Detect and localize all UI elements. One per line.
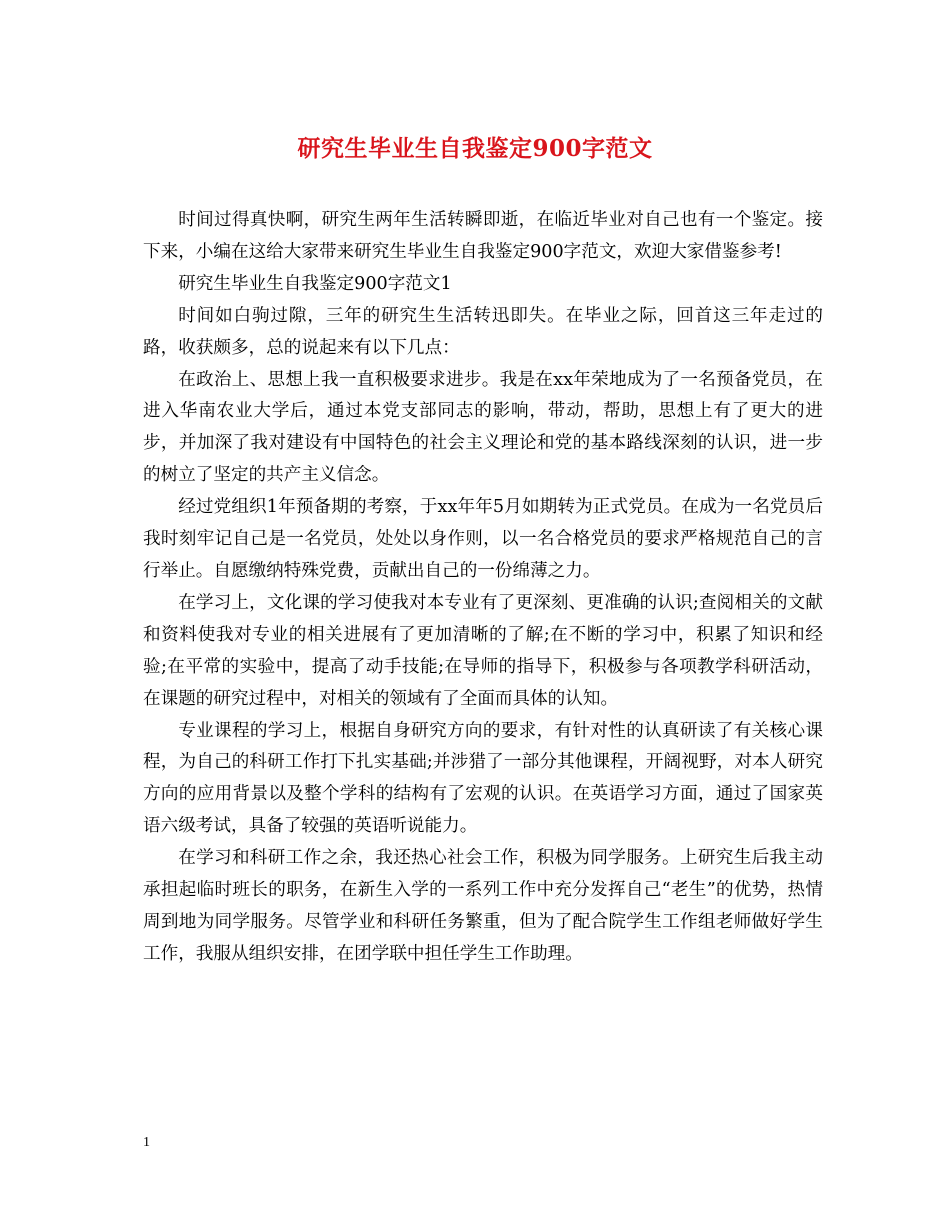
body-paragraph: 时间如白驹过隙，三年的研究生生活转迅即失。在毕业之际，回首这三年走过的路，收获颇多，总的说起来有以下几点： — [143, 305, 823, 358]
body-paragraph: 在政治上、思想上我一直积极要求进步。我是在xx年荣地成为了一名预备党员，在进入华南农业大学后，通过本党支部同志的影响，带动，帮助，思想上有了更大的进步，并加深了我对建设有中国特色的社会主义理论和党的基本路线深刻的认识，进一步的树立了坚定的共产主义信念。 — [143, 369, 823, 486]
body-paragraph: 专业课程的学习上，根据自身研究方向的要求，有针对性的认真研读了有关核心课程，为自己的科研工作打下扎实基础;并涉猎了一部分其他课程，开阔视野，对本人研究方向的应用背景以及整个学科的结构有了宏观的认识。在英语学习方面，通过了国家英语六级考试，具备了较强的英语听说能力。 — [143, 720, 823, 837]
section-heading: 研究生毕业生自我鉴定900字范文1 — [178, 273, 452, 294]
body-paragraph: 在学习上，文化课的学习使我对本专业有了更深刻、更准确的认识;查阅相关的文献和资料使我对专业的相关进展有了更加清晰的了解;在不断的学习中，积累了知识和经验;在平常的实验中，提高了动手技能;在导师的指导下，积极参与各项教学科研活动，在课题的研究过程中，对相关的领域有了全面而具体的认知。 — [143, 592, 823, 709]
page-number: 1 — [143, 1135, 150, 1150]
document-title: 研究生毕业生自我鉴定900字范文 — [297, 135, 653, 162]
intro-paragraph: 时间过得真快啊，研究生两年生活转瞬即逝，在临近毕业对自己也有一个鉴定。接下来，小编在这给大家带来研究生毕业生自我鉴定900字范文，欢迎大家借鉴参考! — [143, 210, 823, 262]
document-body — [143, 205, 823, 971]
body-paragraph: 经过党组织1年预备期的考察，于xx年年5月如期转为正式党员。在成为一名党员后我时刻牢记自己是一名党员，处处以身作则，以一名合格党员的要求严格规范自己的言行举止。自愿缴纳特殊党费，贡献出自己的一份绵薄之力。 — [143, 497, 823, 581]
body-paragraph: 在学习和科研工作之余，我还热心社会工作，积极为同学服务。上研究生后我主动承担起临时班长的职务，在新生入学的一系列工作中充分发挥自己“老生”的优势，热情周到地为同学服务。尽管学业和科研任务繁重，但为了配合院学生工作组老师做好学生工作，我服从组织安排，在团学联中担任学生工作助理。 — [143, 848, 823, 964]
